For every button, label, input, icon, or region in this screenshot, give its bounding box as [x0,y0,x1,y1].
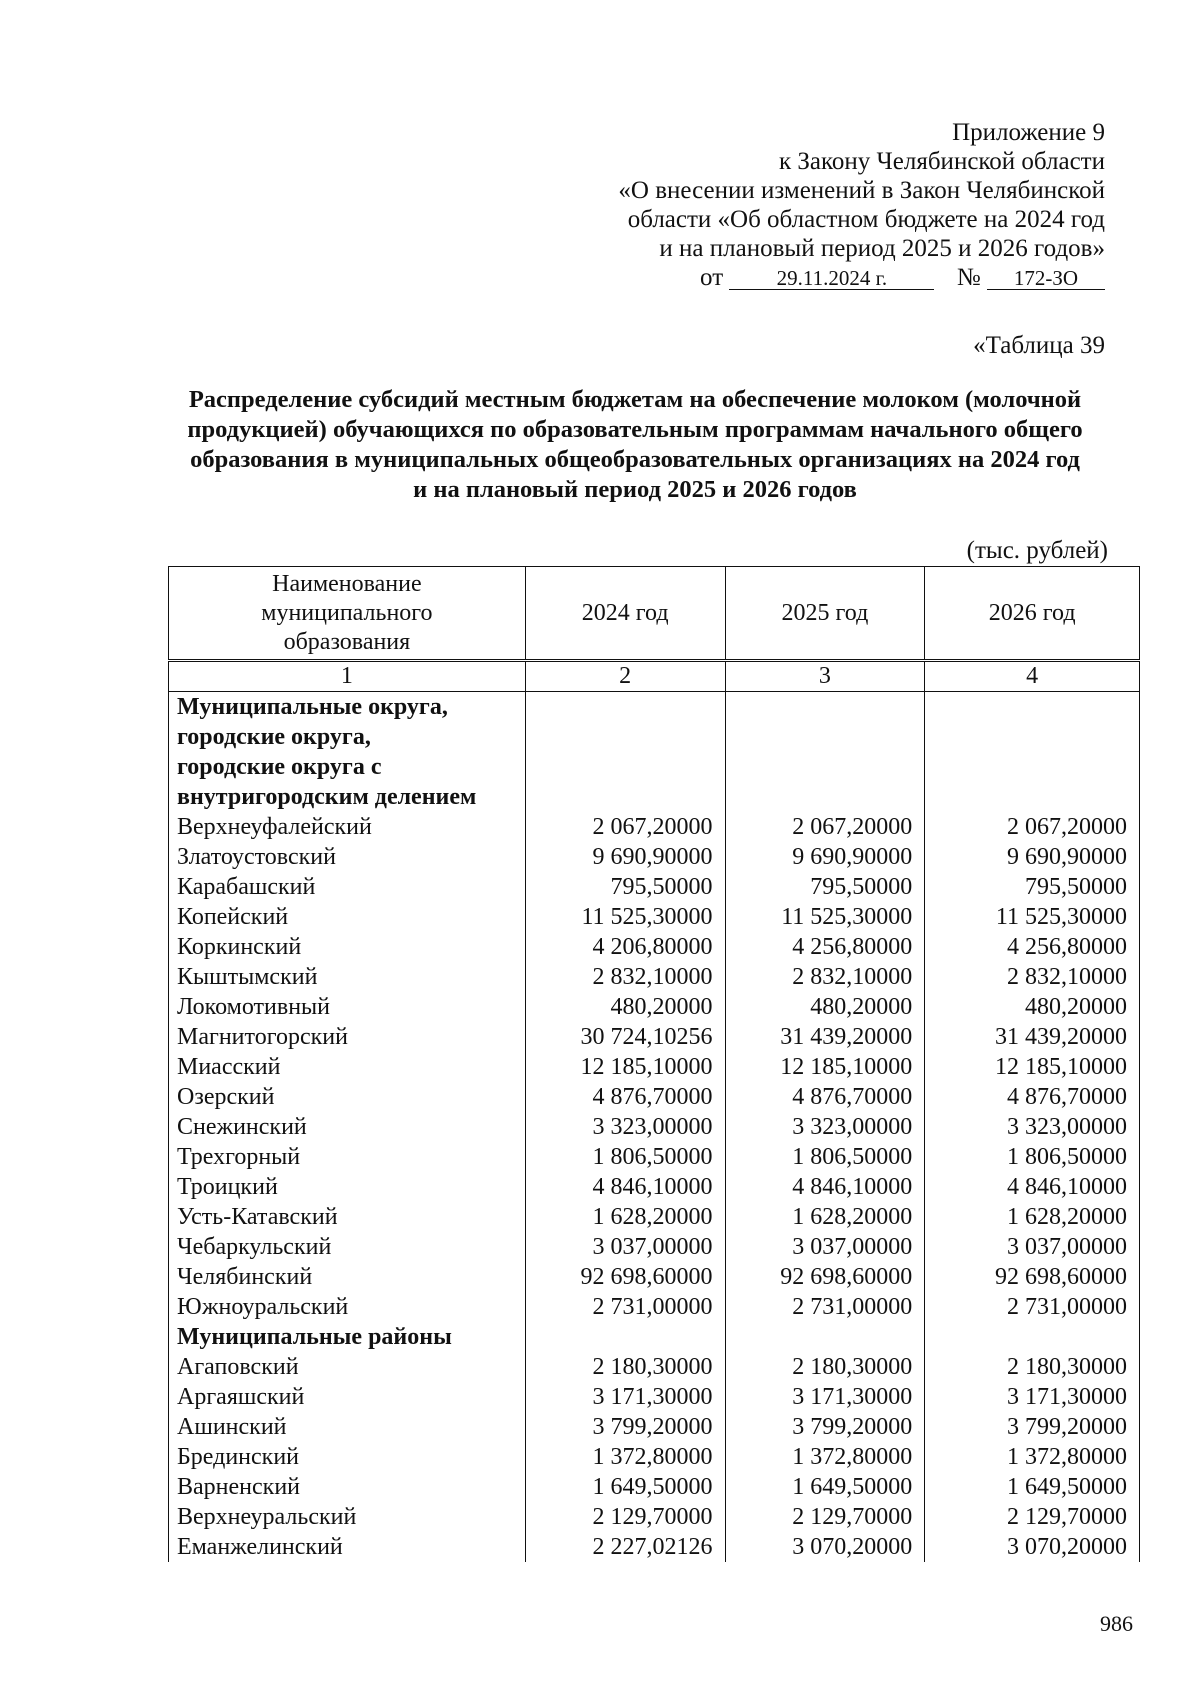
column-header-text: муниципального [261,599,433,626]
value-2024: 2 129,70000 [525,1502,725,1532]
table-row [169,1352,1140,1382]
value-2025: 1 372,80000 [725,1442,925,1472]
municipality-name: Трехгорный [169,1142,526,1172]
column-header-text: Наименование [272,570,422,597]
appendix-header [618,118,1105,292]
value-2026: 3 037,00000 [925,1232,1140,1262]
table-row [169,1472,1140,1502]
value-2026: 1 628,20000 [925,1202,1140,1232]
title-line: и на плановый период 2025 и 2026 годов [413,476,857,503]
table-label: «Таблица 39 [973,332,1105,359]
column-header-text: образования [283,628,411,655]
table-row [169,1142,1140,1172]
table-row [169,812,1140,842]
municipality-name: Троицкий [169,1172,526,1202]
column-number: 4 [925,661,1140,692]
value-2024: 30 724,10256 [525,1022,725,1052]
municipality-name: Челябинский [169,1262,526,1292]
value-2026: 3 171,30000 [925,1382,1140,1412]
value-2024: 92 698,60000 [525,1262,725,1292]
municipality-name: Аргаяшский [169,1382,526,1412]
table-row [169,1112,1140,1142]
value-2024: 3 323,00000 [525,1112,725,1142]
municipality-name: Локомотивный [169,992,526,1022]
table-row [169,1052,1140,1082]
value-2025: 3 323,00000 [725,1112,925,1142]
title-line: образования в муниципальных общеобразовательных организациях на 2024 год [190,446,1080,473]
value-2025: 4 256,80000 [725,932,925,962]
municipality-name: Магнитогорский [169,1022,526,1052]
group-heading-row [169,722,1140,752]
table-row [169,1262,1140,1292]
municipality-name: Миасский [169,1052,526,1082]
table-row [169,1442,1140,1472]
value-2024: 12 185,10000 [525,1052,725,1082]
municipality-name: Златоустовский [169,842,526,872]
municipality-name: Верхнеуральский [169,1502,526,1532]
value-2026: 11 525,30000 [925,902,1140,932]
value-2025: 3 037,00000 [725,1232,925,1262]
value-2024: 480,20000 [525,992,725,1022]
value-2025: 2 180,30000 [725,1352,925,1382]
value-2026: 795,50000 [925,872,1140,902]
law-number: 172-ЗО [987,267,1105,290]
table-row [169,1292,1140,1322]
value-2025: 2 731,00000 [725,1292,925,1322]
value-2026: 3 323,00000 [925,1112,1140,1142]
group-heading-row [169,752,1140,782]
table-row [169,962,1140,992]
value-2025: 2 067,20000 [725,812,925,842]
title-line: продукцией) обучающихся по образовательным программам начального общего [187,416,1083,443]
group-heading-row [169,782,1140,812]
value-2024: 9 690,90000 [525,842,725,872]
value-2025: 795,50000 [725,872,925,902]
value-2026: 1 372,80000 [925,1442,1140,1472]
column-number: 3 [725,661,925,692]
table-row [169,1172,1140,1202]
municipality-name: Южноуральский [169,1292,526,1322]
table-row [169,1412,1140,1442]
law-title-line: и на плановый период 2025 и 2026 годов» [659,235,1105,262]
title-line: Распределение субсидий местным бюджетам на обеспечение молоком (молочной [188,386,1082,413]
value-2025: 3 070,20000 [725,1532,925,1562]
table-row [169,842,1140,872]
group-heading: Муниципальные округа, [169,692,526,723]
column-header-2026: 2026 год [925,567,1140,661]
date-prefix: от [700,264,724,291]
value-2024: 3 799,20000 [525,1412,725,1442]
municipality-name: Ашинский [169,1412,526,1442]
municipality-name: Верхнеуфалейский [169,812,526,842]
column-header-2025: 2025 год [725,567,925,661]
value-2026: 9 690,90000 [925,842,1140,872]
value-2024: 3 037,00000 [525,1232,725,1262]
table-row [169,902,1140,932]
value-2025: 1 649,50000 [725,1472,925,1502]
page-number: 986 [1100,1611,1133,1636]
law-title-line: области «Об областном бюджете на 2024 год [627,206,1105,233]
value-2025: 1 628,20000 [725,1202,925,1232]
municipality-name: Брединский [169,1442,526,1472]
value-2024: 1 372,80000 [525,1442,725,1472]
law-reference: к Закону Челябинской области [779,148,1105,175]
value-2025: 4 846,10000 [725,1172,925,1202]
value-2026: 12 185,10000 [925,1052,1140,1082]
appendix-number: Приложение 9 [952,119,1105,146]
number-prefix: № [956,264,981,291]
group-heading: Муниципальные районы [169,1322,526,1352]
law-date-number [618,263,1105,292]
value-2025: 12 185,10000 [725,1052,925,1082]
value-2026: 4 876,70000 [925,1082,1140,1112]
value-2026: 3 799,20000 [925,1412,1140,1442]
document-title [165,385,1105,505]
municipality-name: Копейский [169,902,526,932]
value-2025: 480,20000 [725,992,925,1022]
municipality-name: Карабашский [169,872,526,902]
value-2026: 2 832,10000 [925,962,1140,992]
column-number: 1 [169,661,526,692]
value-2026: 2 067,20000 [925,812,1140,842]
municipality-name: Варненский [169,1472,526,1502]
value-2026: 1 806,50000 [925,1142,1140,1172]
column-header-2024: 2024 год [525,567,725,661]
table-row [169,1022,1140,1052]
municipality-name: Агаповский [169,1352,526,1382]
group-heading: городские округа с [169,752,526,782]
table-row [169,932,1140,962]
value-2024: 1 806,50000 [525,1142,725,1172]
value-2024: 2 180,30000 [525,1352,725,1382]
value-2026: 4 846,10000 [925,1172,1140,1202]
units-label: (тыс. рублей) [966,537,1108,564]
group-heading: городские округа, [169,722,526,752]
value-2026: 92 698,60000 [925,1262,1140,1292]
value-2026: 1 649,50000 [925,1472,1140,1502]
value-2024: 3 171,30000 [525,1382,725,1412]
value-2025: 2 129,70000 [725,1502,925,1532]
value-2026: 2 180,30000 [925,1352,1140,1382]
value-2024: 4 206,80000 [525,932,725,962]
value-2025: 4 876,70000 [725,1082,925,1112]
law-date: 29.11.2024 г. [729,267,934,290]
subsidy-table [168,566,1140,1562]
value-2025: 1 806,50000 [725,1142,925,1172]
table-row [169,872,1140,902]
municipality-name: Еманжелинский [169,1532,526,1562]
column-number: 2 [525,661,725,692]
table-row [169,1382,1140,1412]
group-heading: внутригородским делением [169,782,526,812]
group-heading-row [169,692,1140,723]
value-2024: 2 731,00000 [525,1292,725,1322]
table-row [169,1502,1140,1532]
value-2024: 1 628,20000 [525,1202,725,1232]
column-number-row [169,661,1140,692]
value-2026: 31 439,20000 [925,1022,1140,1052]
value-2025: 31 439,20000 [725,1022,925,1052]
value-2025: 3 799,20000 [725,1412,925,1442]
municipality-name: Снежинский [169,1112,526,1142]
value-2024: 4 846,10000 [525,1172,725,1202]
table-row [169,1532,1140,1562]
municipality-name: Усть-Катавский [169,1202,526,1232]
value-2024: 4 876,70000 [525,1082,725,1112]
law-title-line: «О внесении изменений в Закон Челябинской [618,177,1105,204]
municipality-name: Озерский [169,1082,526,1112]
group-heading-row [169,1322,1140,1352]
municipality-name: Чебаркульский [169,1232,526,1262]
value-2025: 3 171,30000 [725,1382,925,1412]
value-2026: 3 070,20000 [925,1532,1140,1562]
municipality-name: Коркинский [169,932,526,962]
table-row [169,1232,1140,1262]
column-header-name [169,567,526,661]
value-2026: 4 256,80000 [925,932,1140,962]
value-2025: 92 698,60000 [725,1262,925,1292]
table-row [169,1202,1140,1232]
value-2026: 480,20000 [925,992,1140,1022]
value-2024: 2 067,20000 [525,812,725,842]
value-2025: 2 832,10000 [725,962,925,992]
value-2024: 2 832,10000 [525,962,725,992]
value-2025: 9 690,90000 [725,842,925,872]
value-2026: 2 731,00000 [925,1292,1140,1322]
value-2024: 11 525,30000 [525,902,725,932]
municipality-name: Кыштымский [169,962,526,992]
table-header-row [169,567,1140,661]
value-2024: 1 649,50000 [525,1472,725,1502]
table-row [169,1082,1140,1112]
table-row [169,992,1140,1022]
value-2025: 11 525,30000 [725,902,925,932]
value-2024: 795,50000 [525,872,725,902]
value-2026: 2 129,70000 [925,1502,1140,1532]
value-2024: 2 227,02126 [525,1532,725,1562]
